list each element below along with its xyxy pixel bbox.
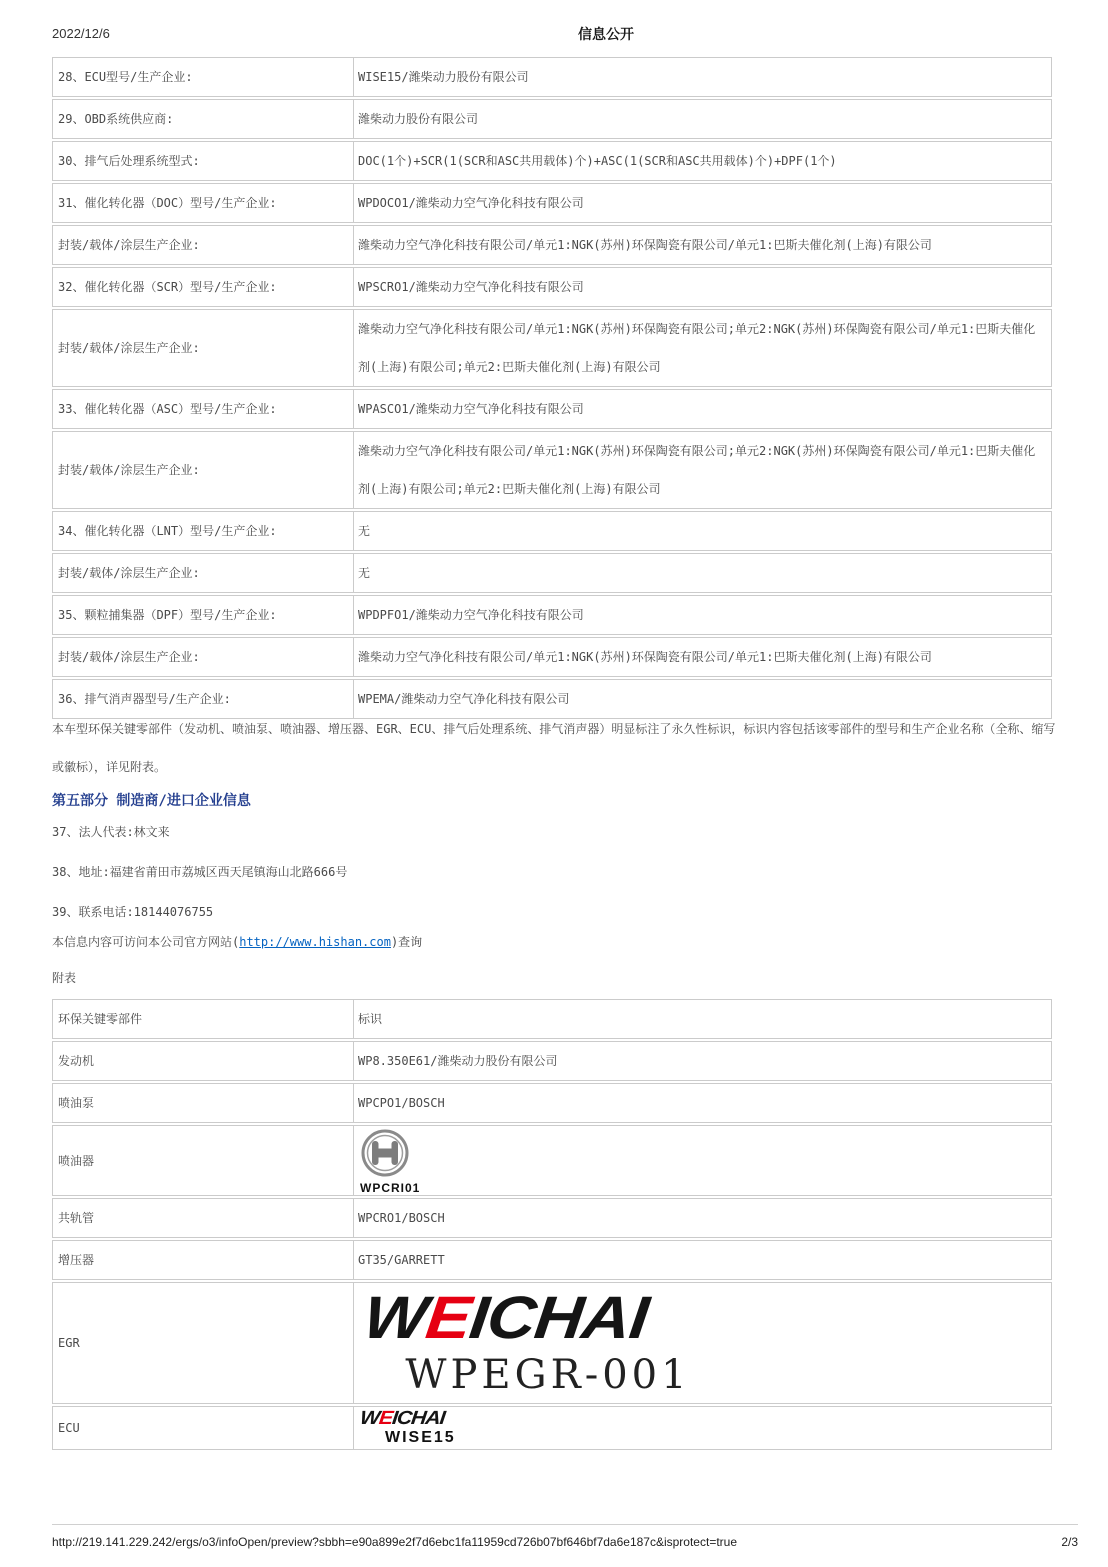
row-value: WP8.350E61/潍柴动力股份有限公司 [358, 1054, 558, 1068]
table-row [52, 1125, 1052, 1196]
row-label: ECU [58, 1421, 80, 1435]
row-value: 潍柴动力空气净化科技有限公司/单元1:NGK(苏州)环保陶瓷有限公司;单元2:NGK(苏州)环保陶瓷有限公司/单元1:巴斯夫催化剂(上海)有限公司;单元2:巴斯夫催化剂(上海)有限公司 [358, 322, 1036, 374]
col-header-part: 环保关键零部件 [58, 1012, 143, 1026]
legal-representative: 37、法人代表:林文来 [52, 825, 170, 839]
egr-model: WPEGR-001 [405, 1352, 691, 1398]
weichai-logo: WEICHAI [360, 1284, 652, 1351]
marking-statement: 本车型环保关键零部件（发动机、喷油泵、喷油器、增压器、EGR、ECU、排气后处理系统、排气消声器）明显标注了永久性标识，标识内容包括该零部件的型号和生产企业名称（全称、缩写或徽标），详见附表。 [52, 722, 1056, 774]
row-label: EGR [58, 1336, 80, 1350]
footer-page-number: 2/3 [1061, 1535, 1078, 1549]
row-value: 潍柴动力股份有限公司 [358, 112, 479, 126]
row-value: WPCRO1/BOSCH [358, 1211, 445, 1225]
table-header-row [52, 999, 1052, 1039]
print-date: 2022/12/6 [52, 26, 110, 41]
row-value: WPCPO1/BOSCH [358, 1096, 445, 1110]
ecu-marking [358, 1407, 456, 1449]
weichai-logo: WEICHAI [358, 1408, 446, 1429]
table-row [52, 267, 1052, 307]
section5-items [52, 812, 1052, 932]
row-label: 36、排气消声器型号/生产企业: [58, 692, 231, 706]
row-label: 33、催化转化器（ASC）型号/生产企业: [58, 402, 277, 416]
row-label: 增压器 [58, 1253, 95, 1267]
section5-heading: 第五部分 制造商/进口企业信息 [52, 793, 251, 809]
egr-marking [358, 1283, 738, 1403]
table-row [52, 1198, 1052, 1238]
row-label: 喷油泵 [58, 1096, 95, 1110]
website-line [52, 924, 1052, 960]
row-value: WPASCO1/潍柴动力空气净化科技有限公司 [358, 402, 584, 416]
injector-model: WPCRI01 [360, 1181, 421, 1195]
row-label: 29、OBD系统供应商: [58, 112, 174, 126]
table-row [52, 553, 1052, 593]
table-row [52, 183, 1052, 223]
row-label: 35、颗粒捕集器（DPF）型号/生产企业: [58, 608, 277, 622]
row-value: WPEMA/潍柴动力空气净化科技有限公司 [358, 692, 570, 706]
table-row [52, 389, 1052, 429]
company-website-link[interactable]: http://www.hishan.com [239, 935, 391, 949]
row-label: 封装/载体/涂层生产企业: [58, 566, 200, 580]
attachment-label: 附表 [52, 971, 77, 985]
table-row [52, 1240, 1052, 1280]
row-label: 发动机 [58, 1054, 95, 1068]
table-row [52, 57, 1052, 97]
row-value: 潍柴动力空气净化科技有限公司/单元1:NGK(苏州)环保陶瓷有限公司/单元1:巴斯夫催化剂(上海)有限公司 [358, 238, 932, 252]
row-value: WPDPFO1/潍柴动力空气净化科技有限公司 [358, 608, 584, 622]
row-label: 34、催化转化器（LNT）型号/生产企业: [58, 524, 277, 538]
page-title: 信息公开 [578, 27, 634, 43]
ecu-model: WISE15 [385, 1429, 456, 1446]
table-row [52, 99, 1052, 139]
env-parts-table [52, 57, 1052, 721]
table-row [52, 1083, 1052, 1123]
col-header-marking: 标识 [358, 1012, 383, 1026]
row-label: 封装/载体/涂层生产企业: [58, 341, 200, 355]
row-value: 无 [358, 524, 371, 538]
table-row [52, 595, 1052, 635]
table-row [52, 431, 1052, 509]
table-row [52, 1282, 1052, 1404]
attachment-table [52, 999, 1052, 1452]
website-suffix: )查询 [390, 935, 423, 949]
company-address: 38、地址:福建省莆田市荔城区西天尾镇海山北路666号 [52, 865, 348, 879]
row-label: 封装/载体/涂层生产企业: [58, 463, 200, 477]
row-value: DOC(1个)+SCR(1(SCR和ASC共用载体)个)+ASC(1(SCR和ASC共用载体)个)+DPF(1个) [358, 154, 837, 168]
row-label: 共轨管 [58, 1211, 95, 1225]
row-label: 封装/载体/涂层生产企业: [58, 650, 200, 664]
table-row [52, 225, 1052, 265]
row-label: 28、ECU型号/生产企业: [58, 70, 193, 84]
print-footer [52, 1524, 1078, 1549]
row-value: 无 [358, 566, 371, 580]
footer-url: http://219.141.229.242/ergs/o3/infoOpen/preview?sbbh=e90a899e2f7d6ebc1fa11959cd726b07bf646bf7da6e187c&isprotect=true [52, 1535, 738, 1549]
row-label: 31、催化转化器（DOC）型号/生产企业: [58, 196, 277, 210]
table-row [52, 511, 1052, 551]
table-row [52, 1406, 1052, 1450]
bosch-marking [358, 1126, 420, 1195]
row-label: 30、排气后处理系统型式: [58, 154, 200, 168]
row-label: 封装/载体/涂层生产企业: [58, 238, 200, 252]
row-value: 潍柴动力空气净化科技有限公司/单元1:NGK(苏州)环保陶瓷有限公司/单元1:巴斯夫催化剂(上海)有限公司 [358, 650, 932, 664]
table-row [52, 1041, 1052, 1081]
row-value: WPDOCO1/潍柴动力空气净化科技有限公司 [358, 196, 584, 210]
table-row [52, 309, 1052, 387]
contact-phone: 39、联系电话:18144076755 [52, 905, 214, 919]
row-value: WISE15/潍柴动力股份有限公司 [358, 70, 529, 84]
bosch-logo-icon [360, 1163, 410, 1182]
website-prefix: 本信息内容可访问本公司官方网站( [52, 935, 240, 949]
row-label: 32、催化转化器（SCR）型号/生产企业: [58, 280, 277, 294]
row-value: WPSCRO1/潍柴动力空气净化科技有限公司 [358, 280, 584, 294]
table-row [52, 637, 1052, 677]
table-row [52, 141, 1052, 181]
row-value: GT35/GARRETT [358, 1253, 445, 1267]
row-value: 潍柴动力空气净化科技有限公司/单元1:NGK(苏州)环保陶瓷有限公司;单元2:NGK(苏州)环保陶瓷有限公司/单元1:巴斯夫催化剂(上海)有限公司;单元2:巴斯夫催化剂(上海)有限公司 [358, 444, 1036, 496]
row-label: 喷油器 [58, 1153, 95, 1168]
